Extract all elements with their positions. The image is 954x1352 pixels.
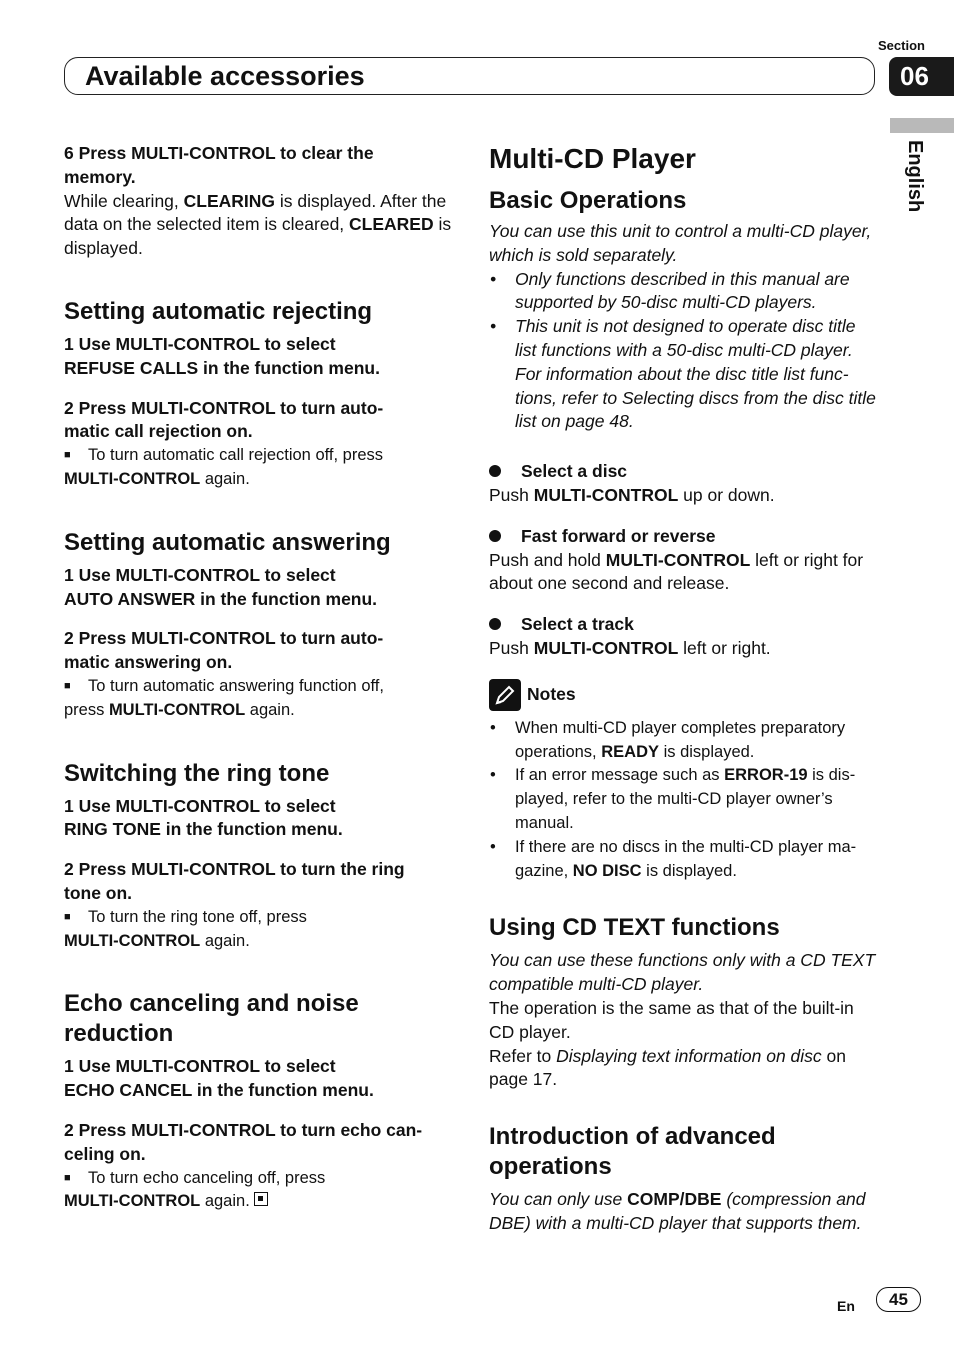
step-6-body: While clearing, CLEARING is displayed. After the data on the selected item is cleared, CLEARED is displayed. [64,190,452,259]
bullet-dot-icon [489,618,501,630]
right-column [489,142,879,1236]
list-item: • This unit is not designed to operate disc title list functions with a 50-disc multi-CD player. For information about the disc title list func-tions, refer to Selecting discs from the disc title list on page 48. [489,315,879,434]
header-box [64,57,875,95]
heading-automatic-answering: Setting automatic answering [64,528,391,556]
heading-advanced-operations: Introduction of advanced operations [489,1123,776,1181]
section-number-tab: 06 [889,57,954,96]
basic-bullets [489,268,879,435]
footer-language: En [837,1298,855,1314]
square-bullet-icon: ■ [64,449,71,462]
bullet-dot-icon [489,530,501,542]
basic-intro: You can use this unit to control a multi-CD player, which is sold separately. [489,221,872,265]
square-bullet-icon: ■ [64,1171,71,1184]
list-item: • If there are no discs in the multi-CD player ma-gazine, NO DISC is displayed. [489,836,879,884]
bullet-dot-icon [489,465,501,477]
cd-text-body-2: Refer to Displaying text information on disc on page 17. [489,1045,846,1090]
square-bullet-icon: ■ [64,679,71,692]
language-label: English [904,140,926,213]
heading-ring-tone: Switching the ring tone [64,759,330,787]
page-number: 45 [876,1287,921,1312]
pencil-notes-icon [489,679,521,711]
answer-step-2: 2 Press MULTI-CONTROL to turn auto- matic answering on. [64,628,384,673]
page-title: Available accessories [85,61,365,91]
heading-echo-canceling: Echo canceling and noise reduction [64,990,359,1048]
cd-text-body-1: The operation is the same as that of the built-in CD player. [489,997,854,1042]
ring-note: ■ To turn the ring tone off, press MULTI-CONTROL again. [64,907,307,950]
cd-text-intro: You can use these functions only with a CD TEXT compatible multi-CD player. [489,950,876,995]
heading-cd-text: Using CD TEXT functions [489,914,780,942]
heading-automatic-rejecting: Setting automatic rejecting [64,297,373,325]
list-item: • Only functions described in this manual are supported by 50-disc multi-CD players. [489,268,879,316]
section-label: Section [878,38,925,53]
multi-cd-title: Multi-CD Player [489,143,696,174]
reject-step-2: 2 Press MULTI-CONTROL to turn auto- matic call rejection on. [64,397,384,442]
notes-list [489,717,879,884]
answer-note: ■ To turn automatic answering function off, press MULTI-CONTROL again. [64,676,384,719]
select-track-body: Push MULTI-CONTROL left or right. [489,637,771,658]
notes-heading: Notes [489,679,879,711]
list-item: • If an error message such as ERROR-19 is dis-played, refer to the multi-CD player owner’s manual. [489,764,879,835]
select-disc-body: Push MULTI-CONTROL up or down. [489,484,775,505]
reject-step-1: 1 Use MULTI-CONTROL to select REFUSE CALLS in the function menu. [64,333,380,378]
advanced-body: You can only use COMP/DBE (compression and DBE) with a multi-CD player that supports them. [489,1189,866,1233]
language-bar [890,118,954,133]
end-mark-icon [254,1192,268,1206]
square-bullet-icon: ■ [64,910,71,923]
select-track-heading: Select a track [489,613,879,637]
echo-note: ■ To turn echo canceling off, press MULTI-CONTROL again. [64,1168,326,1211]
heading-basic-operations: Basic Operations [489,187,687,214]
reject-note: ■ To turn automatic call rejection off, press MULTI-CONTROL again. [64,446,384,488]
echo-step-1: 1 Use MULTI-CONTROL to select ECHO CANCEL in the function menu. [64,1056,374,1101]
answer-step-1: 1 Use MULTI-CONTROL to select AUTO ANSWER in the function menu. [64,564,378,609]
fast-forward-body: Push and hold MULTI-CONTROL left or right for about one second and release. [489,549,864,594]
echo-step-2: 2 Press MULTI-CONTROL to turn echo can- celing on. [64,1119,423,1164]
select-disc-heading: Select a disc [489,460,879,484]
ring-step-1: 1 Use MULTI-CONTROL to select RING TONE in the function menu. [64,795,343,840]
left-column [64,142,456,1214]
step-6-title: 6 Press MULTI-CONTROL to clear the memory. [64,143,374,187]
ring-step-2: 2 Press MULTI-CONTROL to turn the ring tone on. [64,859,405,903]
list-item: • When multi-CD player completes preparatory operations, READY is displayed. [489,717,879,765]
fast-forward-heading: Fast forward or reverse [489,525,879,549]
